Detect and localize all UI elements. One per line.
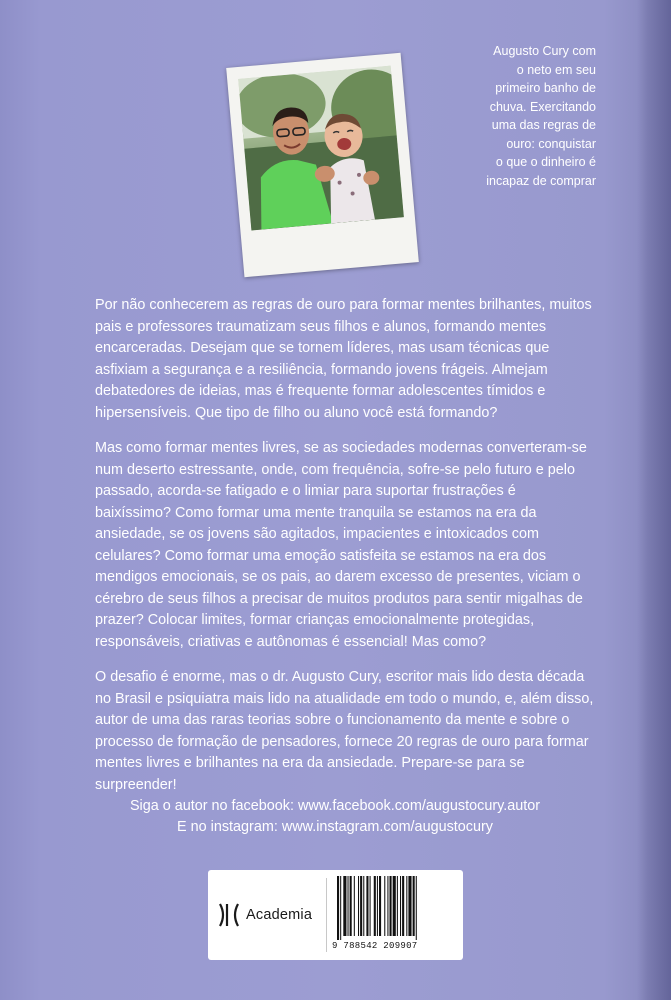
polaroid-photo-grandfather-baby-icon xyxy=(238,66,404,231)
spine-edge xyxy=(637,0,671,1000)
photo-caption xyxy=(440,42,596,190)
publisher-block xyxy=(218,900,312,930)
facebook-line: Siga o autor no facebook: www.facebook.com/augustocury.autor xyxy=(129,798,541,814)
caption-line: o que o dinheiro é xyxy=(495,155,596,169)
body-paragraph: Mas como formar mentes livres, se as sociedades modernas converteram-se num deserto estressante, onde, com frequência, sofre-se pelo futuro e pelo passado, acorda-se fatigado e o limiar para suportar frustrações é baixíssimo? Como formar uma mente tranquila se estamos na era da ansiedade, se os jovens são agitados, impacientes e intoxicados com celulares? Como formar uma emoção satisfeita se estamos na era dos mendigos emocionais, se os pais, ao darem excesso de presentes, viciam o cérebro de seus filhos a precisar de muitos produtos para sentir migalhas de prazer? Colocar limites, formar crianças emocionalmente protegidas, responsáveis, criativas e autônomas é essencial! Mas como? xyxy=(95,440,587,650)
polaroid-photo xyxy=(226,53,419,277)
isbn-number: 9 788542 209907 xyxy=(332,941,418,951)
instagram-line: E no instagram: www.instagram.com/augustocury xyxy=(177,819,493,835)
caption-line: o neto em seu xyxy=(516,62,596,77)
caption-line: uma das regras de xyxy=(491,118,596,132)
photo-illustration xyxy=(238,66,404,231)
caption-line: chuva. Exercitando xyxy=(489,99,596,114)
back-cover-text xyxy=(95,295,595,810)
caption-line: primeiro banho de xyxy=(495,81,596,95)
barcode-icon xyxy=(335,876,455,940)
caption-line: incapaz de comprar xyxy=(486,173,596,188)
publisher-name: Academia xyxy=(246,907,313,923)
caption-line: Augusto Cury com xyxy=(493,44,596,58)
body-paragraph: Por não conhecerem as regras de ouro para formar mentes brilhantes, muitos pais e professores traumatizam seus filhos e alunos, formando mentes encarceradas. Desejam que se tornem líderes, mas usam técnicas que asfixiam a segurança e a resiliência, formando jovens frágeis. Almejam debatedores de ideias, mas é frequente formar adolescentes tímidos e hipersensíveis. Que tipo de filho ou aluno você está formando? xyxy=(95,297,592,421)
body-paragraph: O desafio é enorme, mas o dr. Augusto Cury, escritor mais lido desta década no Brasil e psiquiatra mais lido na atualidade em todo o mundo, e, além disso, autor de uma das raras teorias sobre o funcionamento da mente e sobre o processo de formação de pensadores, fornece 20 regras de ouro para formar mentes livres e brilhantes na era da ansiedade. Prepare-se para se surpreender! xyxy=(95,669,594,793)
academia-logo-icon xyxy=(218,902,240,928)
barcode-label xyxy=(208,870,463,960)
label-divider xyxy=(326,878,327,952)
social-links xyxy=(60,796,610,838)
caption-line: ouro: conquistar xyxy=(506,136,596,151)
